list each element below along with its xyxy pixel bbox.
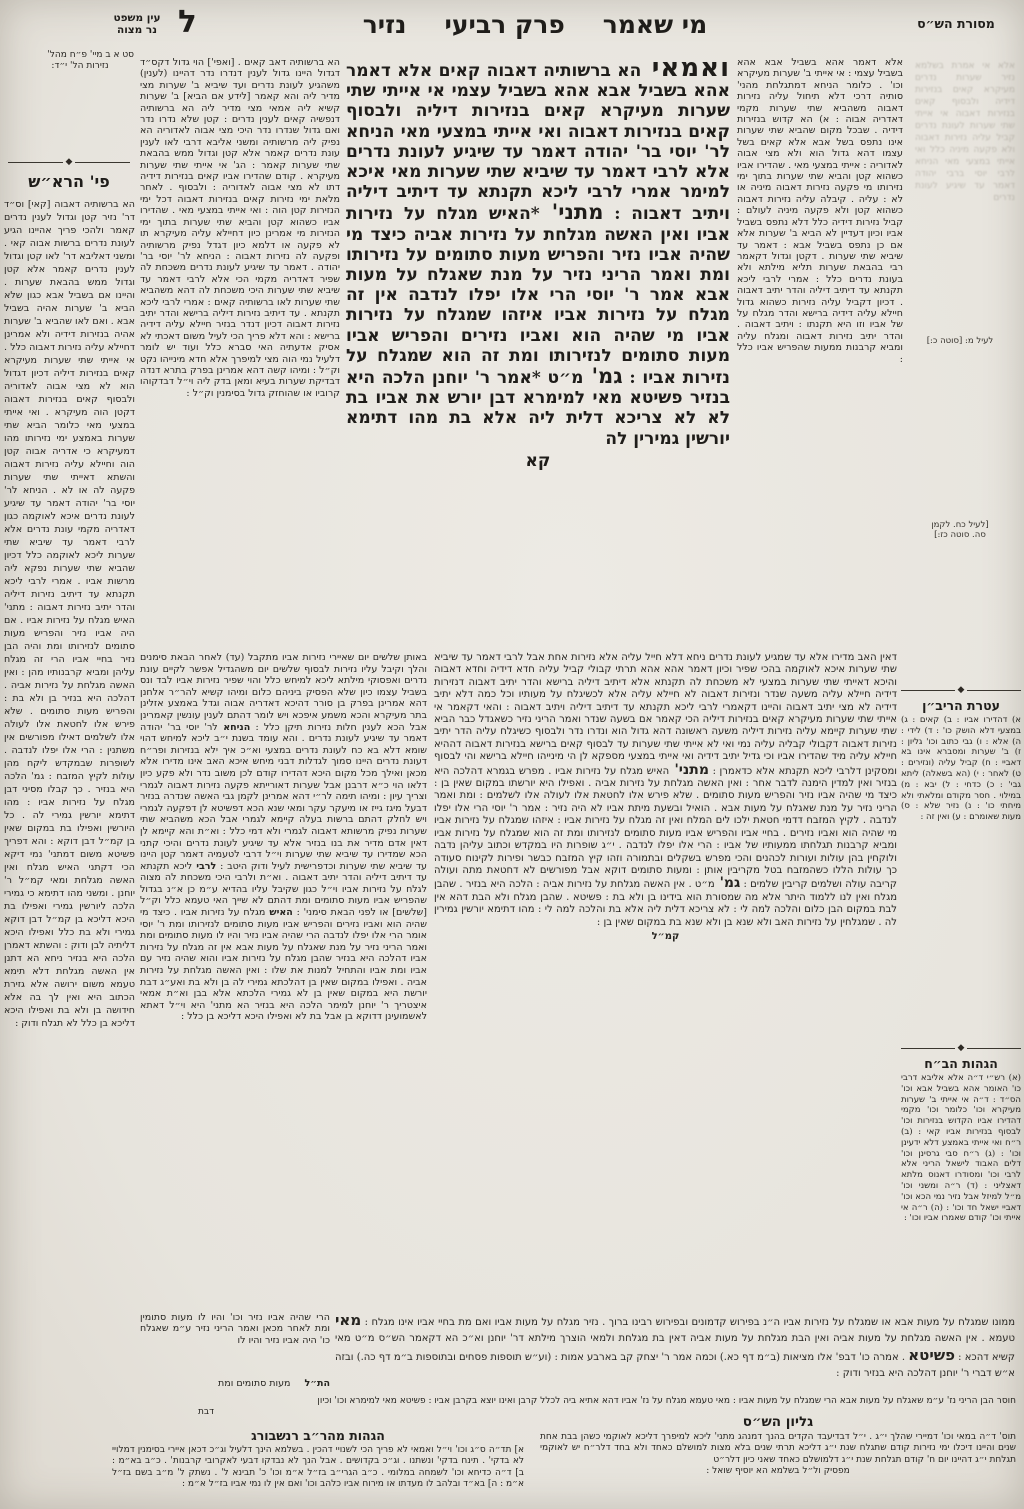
overflow-line: חוסר הבן הריני נז' ע״מ שאגלח על מעות אבא הרי שמגלח על מעות אביו : מאי טעמא מגלח על נז' אביו דהא אתיא ביה לכלל קרבן ואינו יוצא בקרבן אביו : פשיטא מאי למימרא וכו' וכיון: [317, 1396, 1016, 1406]
tosafot-catch-row: [140, 1378, 330, 1389]
gemara-text: ואמאי הא ברשותיה דאבוה קאים אלא דאמר אהא בשביל אבא אהא בשביל עצמי אי אייתי שתי שערות מעיקרא קאים בנזירות דיליה ולבסוף קאים בנזירות דאבוה ואי אייתי במצעי מאי הניחא לר' יוסי בר' יהודה דאמר עד שיגיע לעונת נדרים אלא לרבי דאמר עד שיביא שתי שערות מאי איכא למימר אמרי לרבי ליכא תקנתא עד דיתיב דיליה ויתיב דאבוה : מתני' *האיש מגלח על נזירות אביו ואין האשה מגלחת על נזירות אביה כיצד מי שהיה אביו נזיר והפריש מעות סתומים על נזירותו ומת ואמר הריני נזיר על מנת שאגלח על מעות אבא אמר ר' יוסי הרי אלו יפלו לנדבה אין זה מגלח על נזירות אביו איזהו שמגלח על נזירות אביו מי שהיה הוא ואביו נזירים והפריש אביו מעות סתומים לנזירותו ומת זה הוא שמגלח על נזירות אביו : גמ' מ״ט *אמר ר' יוחנן הלכה היא בנזיר פשיטא מאי למימרא דבן יורש את אביו בת לא לא צריכא דלית ליה אלא בת מהו דתימא יורשין גמירין לה קא: [346, 58, 730, 471]
atarat-title: עטרת הריב״ן: [922, 698, 1000, 713]
section-divider-ornament: ◆: [8, 158, 130, 167]
catchword: הת״ל: [304, 1378, 330, 1389]
rosh-commentary: הא ברשותיה דאבוה [קאי] וס״ד דר' נזיר קטן וגדול לענין נדרים קאמר ולהכי פריך אהיינו הגיע לעונת נדרים ברשות אבוה קאי . ומשני דאליבא דר' לאו קטן וגדול לענין נדרים קאמר אלא קטן וגדול ממש בהבאת שערות . והיינו אם בשביל אבא כגון שלא הביא ב' שערות אהיה בשביל אבא . ואם לאו שהביא ב' שערות אהיה בנזירות דידיה ולא אמרינן דחיילא עליה נזירות דאבוה כלל . אי אייתי שתי שערות מעיקרא קאים בנזירות דיליה דכיון דגדול הוא לא מצי אבוה לאדוריה ולבסוף קאים בנזירות דאבוה דקטן הוה מעיקרא . ואי אייתי במצעי מאי כלומר הביא שתי שערות באמצע ימי נזירותו מהו דמעיקרא כי אדריה אבוה קטן הוה וחיילא עליה נזירות דאבוה והשתא דאייתי שתי שערות פקעה לה או לא . הניחא לר' יוסי בר' יהודה דאמר עד שיגיע לעונת נדרים איכא לאוקמה כגון דאדריה מקמי עונת נדרים אלא לרבי דאמר עד שיביא שתי שערות ליכא לאוקמה כלל דכיון שהביא שתי שערות נפקא ליה מרשות אביו . אמרי לרבי ליכא תקנתא עד דיתיב נזירות דיליה והדר יתיב נזירות דאבוה : מתני' האיש מגלח על נזירות אביו . אם היה אביו נזיר והפריש מעות סתומים לנזירותו ומת והיה הבן נזיר בחיי אביו הרי זה מגלח עליהן ומביא קרבנותיו מהן : ואין האשה מגלחת על נזירות אביה . דהלכה היא בנזיר בן ולא בת : והפריש מעות סתומים . שלא פירש אלו לחטאת אלו לעולה אלו לשלמים דאילו מפורשים אין משתנין : הרי אלו יפלו לנדבה . לשופרות שבמקדש ליקח מהן עולות לקיץ המזבח : גמ' הלכה היא בנזיר . כך קבלו מסיני דבן מגלח על נזירות אביו : מהו דתימא יורשין גמירי לה . כל היורשין ואפילו בת במקום שאין בן קמ״ל דבן דוקא : והא דפריך פשיטא משום דמתני' נמי דיקא הכי דקתני האיש מגלח ואין האשה מגלחת ומאי קמ״ל ר' יוחנן . ומשני מהו דתימא כי גמירי הלכה ליורשין גמירי ואפילו בת היכא דליכא בן קמ״ל דבן דוקא גמירי ולא בת כלל ואפילו היכא דליתיה לבן ודוק : והשתא דאמרן הלכה היא בנזיר ניחא הא דתנן אין האשה מגלחת דלא תימא טעמא משום ירושה אלא גזירת הכתוב היא ואין לך בה אלא חידושה בן ולא בת ואפילו היכא דליכא בן כלל לא תגלח ודוק :: [4, 199, 135, 1029]
overflow-line-fragment: דבת: [198, 1407, 215, 1417]
masoret-hashas-label: מסורת הש״ס: [917, 16, 995, 31]
tosafot-mid: באותן שלשים יום שאיירי נזירות אביו מתקבל (עד) לאחר הבאת סימנים והלך וקיבל עליו נזירות לבסוף שלשים יום משהגדיל אפשר לקיים עונת נדרים ואפסוקי מילתא ליכא למיחש כלל והוי שפיר נזירות אביו לבד ונס בשביל עצמו כיון שלא הפסיק ביניהם כלום ומיהו קשיא להר״ר אלחנן דהא אמרינן בפרק בן סורר דהיכא דאדריה אבוה וגדל באמצע אזלינן בתר מעיקרא והכא משמע איפכא ויש לומר דהתם לענין עונשין קאמרינן אבל הכא לענין חלות נזירות תיקן כלל : הניחא לר' יוסי בר' יהודה דאמר עד שיגיע לעונת נדרים . והא עומד בשנת י״ב ליכא למיחש דהוי שומא דלא בא כח לעונת נדרים במצעי וא״כ איך ילא בנזירות ופר״ח דעונת נדרים היינו סמוך לגדלות דבני מיחש איכא האב אינו מדירו אלא מכאן ואילך מכל מקום היכא דהדירו קודם לכן משוב נדר ולא פקע כיון דלאו הוי כ״א דרבנן אבל שערות דאורייתא פקעה נזירות דאבוה לגמרי וצריך עיון : ומיהו תימה לר״י דהא אמרינן לקמן גבי האשה שנדרה בנזיר דבעל מיגז גייז או מיעקר עקר ומאי שנא הכא דפשיטא לן דפקעה לגמרי ויש לחלק דהתם ברשות בעלה קיימא לגמרי אבל הכא משהביא שתי שערות נפיק מרשותא דאבוה לגמרי ולא דמי כלל : וא״ת והא קיימא לן דאין אדם מדיר את בנו בנזיר אלא עד שיגיע לעונת נדרים והיכי קתני הכא שמדירו עד שיביא שתי שערות וי״ל דרבי לטעמיה דאמר קטן היינו עד שיביא שתי שערות וכדפרישית לעיל ודוק היטב : לרבי ליכא תקנתא עד דיתיב דיליה והדר יתיב דאבוה . וא״ת ולרבי היכי משכחת לה מצוה לגלח על נזירות אביו וי״ל כגון שקיבל עליו בהדיא ע״מ כן א״נ בגדול שהפריש אביו מעות סתומים ומת דהתם לא שייך האי טעמא כלל וק״ל [שלשים] או לפני הבאת סימני' : האיש מגלח על נזירות אביו . כיצד מי שהיה הוא ואביו נזירים והפריש אביו מעות סתומים לנזירותו ומת ר' יוסי אומר הרי אלו יפלו לנדבה הרי שהיה אביו נזיר והיו לו מעות סתומים ומת ואמר הריני נזיר על מנת שאגלח על מעות אבא אין זה מגלח על נזירות אביו דהלכה היא בנזיר שהבן מגלח על נזירות אביו והוא שהיה נזיר עם אביו ומת אביו והתחיל למנות את שלו : ואין האשה מגלחת על נזירות אביה . ואפילו במקום שאין בן דהלכתא גמירי לה בן ולא בת ואע״ג דבת יורשת היא במקום שאין בן לא גמירי הלכתא אלא בבן וא״ת אמאי איצטריך ר' יוחנן למימר הלכה היא בנזיר הא מתני' היא וי״ל דאתא לאשמועינן דדוקא בן אבל בת לא ואפילו היכא דליכא בן כלל :: [140, 652, 427, 1023]
tosafot-top: הא ברשותיה דאב קאים . [ואפי'] הוי גדול דקס״ד דגדול היינו גדול לענין דנדרו נדר דהיינו (לענין) משהגיע לעונת נדרים ועד שיביא ב' שערות מצי מדיר ליה והא קאמר [לידע אם הביא] ב' שערות קשיא ליה אמאי מצי מדיר ליה הא ברשותיה דנפשיה קאים לענין נדרים : קטן שלא נדרו נדר ואם גדול שנדרו נדר היכי מצי אבוה לאדוריה הא נפיק ליה מרשותיה ומשני אליבא דרבי לאו לענין עונת נדרים קאמר אלא קטן וגדול ממש בהבאת שתי שערות קאמר : הג' אי אייתי שתי שערות מעיקרא . קודם שהדירו אביו קאים בנזירות דידיה דתו לא מצי אבוה לאדוריה : ולבסוף . לאחר מלאת ימי נזירות קאים בנזירות דאבוה דכל ימי הנזירות קטן הוה : ואי אייתי במצעי מאי . שהדירו אביו כשהוא קטן והביא שתי שערות בתוך ימי הנזירות מי אמרינן כיון דחיילא עליה מעיקרא תו לא פקעה או דלמא כיון דגדל נפיק מרשותיה ופקעה לה נזירות דאבוה : הניחא לר' יוסי בר' יהודה . דאמר עד שיגיע לעונת נדרים משכחת לה שפיר דאדריה מקמי הכי אלא לרבי דאמר עד שיביא שתי שערות היכי משכחת לה דהא משהביא שתי שערות לאו ברשותיה קאים : אמרי לרבי ליכא תקנתא . עד דיתיב נזירות דיליה ברישא והדר יתיב נזירות דאבוה דכיון דנדר בנזיר חיילא עליה דידיה ברישא : והא דלא פריך הכי לעיל משום דאכתי לא אסיק אדעתיה האי סברא כלל ועוד יש לומר דלעיל נמי הוה מצי למיפרך אלא חדא מינייהו נקט וק״ל : ומיהו קשה דהא אמרינן בפרק בתרא דנדה דבדיקת שערות בעיא ומאן בדק ליה וי״ל דבדקוהו קרוביו או שהוחזק גדול בסימנין וק״ל :: [140, 57, 340, 399]
masoret-note-line: [לעיל כח. לקמן: [931, 520, 989, 530]
bach-block: [901, 1044, 1021, 1318]
tosafot-last-words: מעות סתומים ומת: [218, 1378, 291, 1389]
bach-body: (א) רש״י ד״ה אלא אליבא דרבי כו' האומר אהא בשביל אבא וכו' הס״ד : ד״ה אי אייתי ב' שערות מעיקרא וכו' כלומר וכו' מקמי דהדירו אביו הקדוש בנזירות וכו' לבסוף בנזירות אביו קאי : (ב) ר״ח ואי אייתי באמצע דלא ידעינן וכו' : (ג) ר״ח סבי גרסינן וכו' דלים האבוד לישאל הריני אלא לרבי וכו' ומסודרו דאנוס מלתא דאצליני : (ד) ר״ה ומשני וכו' מ״ל למיזל אבל נזיר נמי הכא וכו' דאביי ישאל חד וכו' : (ה) ר״ה אי אייתי וכו' קודם שאמרו אביו וכו' :: [901, 1073, 1021, 1224]
atarat-body: א) דהדירו אביו : ב) קאים : ג) במצעי דלא הושק כו' : ד) לידי : ה) אלא : ו) גבי כתוב וכו' גליון : ז) ב' שערות ומסברא אינו בא דאביי : ח) קביל עליה (ונזירים : ט) לאחר : י) (הא בשאלה) ליתא גבי' : כ) כדחי : ל) יבא : מ) במילוי . חסר מקודם ומלאתי ולא מיחתי כו' : נ) נזיר שלא : ס) מעות שאומרם : ע) ואין זה :: [901, 715, 1021, 823]
bleed-through-ghost-text: אלא אי אמרת בשלמא נזיר שערות נדרים מעיקרא קאים בנזירות דידיה ולבסוף קאים בנזירות דאבוה אי אייתי שתי שערות לעונת נדרים קביל עליה נזירות דאבוה ולא פקעה מיניה כלל ואי אייתי במצעי מאי הניחא לרבי יוסי ברבי יהודה דאמר עד שיגיע לעונת נדרים: [915, 61, 1015, 203]
daf-number-letter: ל: [178, 4, 197, 40]
ein-mishpat-entry: [26, 50, 134, 72]
renshburg-body: א] תד״ה ס״ג וכו' וי״ל ואמאי לא פריך הכי לשנויי דהכין . בשלמא הינך דלעיל וג״כ דכאן איירי בסימנין דמלויי לא בדקי' . תינח בדקי' ונשתנו . וג״כ בקדושים . אבל הנך לא נבדקו דבעי לאקרובי קרבנות' . כ״ב בא״מ : ב] ד״ה כדיחא וכו' לשמחה במלומי . כ״ב הגרי״ב בז״ל א״מ וכו' כ' תבינא ל' . נשתק ל' מ״ב בשם בז״ל א״מ : ה] בא״ד ובלהב לו מעדתו או מירוח אביו כלהב וכו' ואם אין לו נמי אביו בז״ל א״מ :: [112, 1445, 524, 1489]
rashi-wide-lines: ממונו שמגלח על מעות אבא או שמגלח על נזירות אביו ה״נ בפירוש קדמונים ובפירוש רבינו ברוך . נזיר מגלח על מעות אביו ואם מת בחיי אביו אינו מגלח : מאי טעמא . אין האשה מגלחת על מעות אביה ואין הבת מגלחת על מעות אביה דאין בת מגלחת ולמאי הוצרך מילתא דר' יוחנן וא״כ הא דקאמר הש״ס מ״ט מאי קשיא דהכא : פשיטא . אמרה כו' דבפ' אלו מציאות (ב״מ דף כא.) וכמה אמר ר' יצחק קב בארבע אמות : (וע״ש תוספות פסחים ובתוספות ב״מ דף כה.) ובזה א״ש דברי ר' יוחנן דהלכה היא בנזיר ודוק :: [335, 1312, 1015, 1378]
masoret-note-line: סה. סוטה כז:]: [934, 530, 986, 540]
masoret-reference-note: לעיל מ: [סוטה כ:]: [926, 336, 994, 346]
gilyon-hashas-block: [540, 1414, 1016, 1478]
ein-mishpat-header: [104, 12, 170, 36]
page-title: [330, 10, 740, 39]
ein-mishpat-entry-line2: נזירות הל' י״ד:: [51, 61, 109, 71]
renshburg-block: [112, 1428, 524, 1490]
gilyon-body: תוס' ד״ה במאי וכו' דמיירי שהלך י״ג . י״ל דבדיעבד הקדים בהנך דמנהג מתני' ליכא למיפרך דליכא לאוקמי כשהן בבת אחת שנים והיינו דיכלו ימי נזירות קודם שתגלח שנת י״ג דליכא תרתי שנים בלא מצות למושלם כאחד ולא בחד דלר״ח יש לאוקמי תגלחת י״ג דהיינו יום ח' קודם תגלחת שנת י״ג דלמושלם כאחד שאני כיון דלר״ט: [540, 1432, 1016, 1465]
bach-title: הגהות הב״ח: [924, 1056, 998, 1071]
section-divider-ornament: ◆: [901, 686, 1021, 695]
masoret-reference-note: [901, 520, 1019, 540]
rashi-top: אלא דאמר אהא בשביל אבא אהא בשביל עצמי : אי אייתי ב' שערות מעיקרא וכו' . כלומר הניחא דמתגלחת מהני' סותיה דרכי דלא תיחול עליה נזירות דאבוה משהביא שתי שערות מקמי דאדריה אבוה : א) הא קדוש בנזירות דידיה . שבכל מקום שהביא שתי שערות אינו נתפס בשל אבא אלא קאים בשל עצמו דהא גדול הוא ולא מצי אבוה לאדוריה : אייתי במצעי מאי . שהדירו אביו כשהוא קטן והביא שתי שערות בתוך ימי נזירותו מי פקעה נזירות דאבוה מיניה או לא : עליה . קיבלה עליה נזירות דאבוה כשהוא קטן ולא פקעה מיניה לעולם : קביל נזירות דידיה כלל דלא נתפס בשביל אביו וכיון דעדיין לא הביא ב' שערות אלא אם כן נתפס בשביל אבא : דאמר עד שיביא שתי שערות . דקטן וגדול דקאמר רבי בהבאת שערות תליא מילתא ולא בעונת נדרים כלל : אמרי לרבי ליכא תקנתא עד דיתיב דיליה והדר יתיב דאבוה . דכיון דקביל עליה נזירות כשהוא גדול חיילא עליה דידיה ברישא והדר מגלח על של אביו וזו היא תקנתו : ויתיב דאבוה . והדר יתיב נזירות דאבוה ומגלח עליה ומביא קרבנות ממעות שהפריש אביו כלל :: [737, 57, 903, 365]
ein-mishpat-label: עין משפט: [113, 12, 161, 24]
atarat-block: [901, 686, 1021, 970]
rashi-mid: דאין האב מדירו אלא עד שמגיע לעונת נדרים ניחא דלא חייל עליה אלא נזירות אחת אבל לרבי דאמר עד שיביא שתי שערות איכא לאוקמה בהכי שפיר וכיון דאמר אהא אהא תרתי קבולי קביל עליה חדא דידיה וחדא דאבוה והיכא דאייתי שתי שערות במצעי לא משכחת לה תקנתא אלא דיתיב דיליה ברישא והדר יתיב דאבוה דנזירות דידיה חיילא עליה משעה שנדר ונזירות דאבוה לא חיילא עליה אלא לכשיגלח על מעותיו וכל כמה דלא יתיב דידיה לא מצי יתיב דאבוה והיינו דקאמרי לרבי ליכא תקנתא עד דיתיב דיליה ויתיב דאבוה : והאי דקאמר אי אייתי שתי שערות מעיקרא קאים בנזירות דיליה הכי קאמר אם בשעה שנדר ואמר הריני נזיר כשאגדל כבר הביא שתי שערות קיימא עליה נזירות דיליה משעה ראשונה דהא גדול הוא ונדרו נדר ולבסוף כשיגלח עליה הדר יתיב נזירות דאבוה דקבולי קבליה עליה נמי ואי לא אייתי שתי שערות עד לבסוף קאים ברישא בנזירות דאבוה דההיא חיילא עליה מיד שהדירו אביו וכי גדיל יתיב דידיה ואי אייתי במצעי מספקא לן הי מינייהו חיילא ברישא והי לבסוף ומסקינן דלרבי ליכא תקנתא אלא כדאמרן : מתני' האיש מגלח על נזירות אביו . מפרש בגמרא דהלכה היא בנזיר ואין למדין הימנה לדבר אחר : ואין האשה מגלחת על נזירות אביה . ואפילו היא יורשתו במקום שאין בן : כיצד מי שהיה אביו נזיר והפריש מעות סתומים . שלא פירש אלו לחטאת אלו לעולה אלו לשלמים : ומת ואמר הריני נזיר על מנת שאגלח על מעות אבא . הואיל ובשעת מיתת אביו לא היה נזיר : אמר ר' יוסי הרי אלו יפלו לנדבה . לקיץ המזבח דדמי חטאת ילכו לים המלח ואין זה מגלח על נזירות אביו : איזהו שמגלח על נזירות אביו מי שהיה הוא ואביו נזירים . בחיי אביו והפריש אביו מעות סתומים לנזירותו ומת זה הוא שמגלח על נזירות אביו ומביא קרבנות תגלחתו ממעותיו של אביו : הרי אלו יפלו לנדבה . י״ג שופרות היו במקדש וכתוב עליהן נדבה ולוקחין בהן עולות ועורות לכהנים והכי מפרש בשקלים ובתמורה וזהו קיץ המזבח כבשר ופירות לקינוח סעודה כך עולות הללו כשהמזבח בטל מקריבין אותן : ומעות סתומים דוקא אבל מפורשים לא דחטאת מתה ועולה קריבה עולה ושלמים קריבין שלמים : גמ' מ״ט . אין האשה מגלחת על נזירות אביה : הלכה היא בנזיר . שהבן מגלח ואין לנו ללמוד היתר אלא מה שמסורת הוא בידינו בן ולא בת : פשיטא . שהבן מגלח ולא הבת דהא אין לבת במקום הבן כלום והלכה למה לי : לא צריכא דלית ליה אלא בת והלכה למה לי : מהו דתימא יורשין גמירין לה . שמגלחין על נזירות האב ולא שנא בן ולא שנא בת במקום שאין בן : קמ״ל: [434, 652, 897, 942]
section-divider-ornament: ◆: [901, 1044, 1021, 1053]
title-perek: פרק רביעי: [444, 10, 565, 39]
gilyon-last-line: מפסיק ול״ל בשלמא הא יוסיף שואל :: [706, 1466, 850, 1477]
tosafot-bottom-text: הרי שהיה אביו נזיר וכו' והיו לו מעות סתומין ומת לאחר מכאן ואמר הריני נזיר ע״מ שאגלח כו' היה אביו נזיר והיו לו: [140, 1312, 330, 1346]
gilyon-title: גליון הש״ס: [742, 1414, 814, 1430]
renshburg-title: הגהות מהר״ב רנשבורג: [251, 1428, 385, 1443]
rosh-title: פי' הרא״ש: [28, 172, 110, 191]
ner-mitzvah-label: נר מצוה: [116, 24, 157, 36]
title-chapter-name: מי שאמר: [602, 10, 708, 39]
ein-mishpat-entry-line1: סט א ב מיי' פ״ח מהל': [47, 50, 134, 60]
title-masechet: נזיר: [362, 10, 407, 39]
